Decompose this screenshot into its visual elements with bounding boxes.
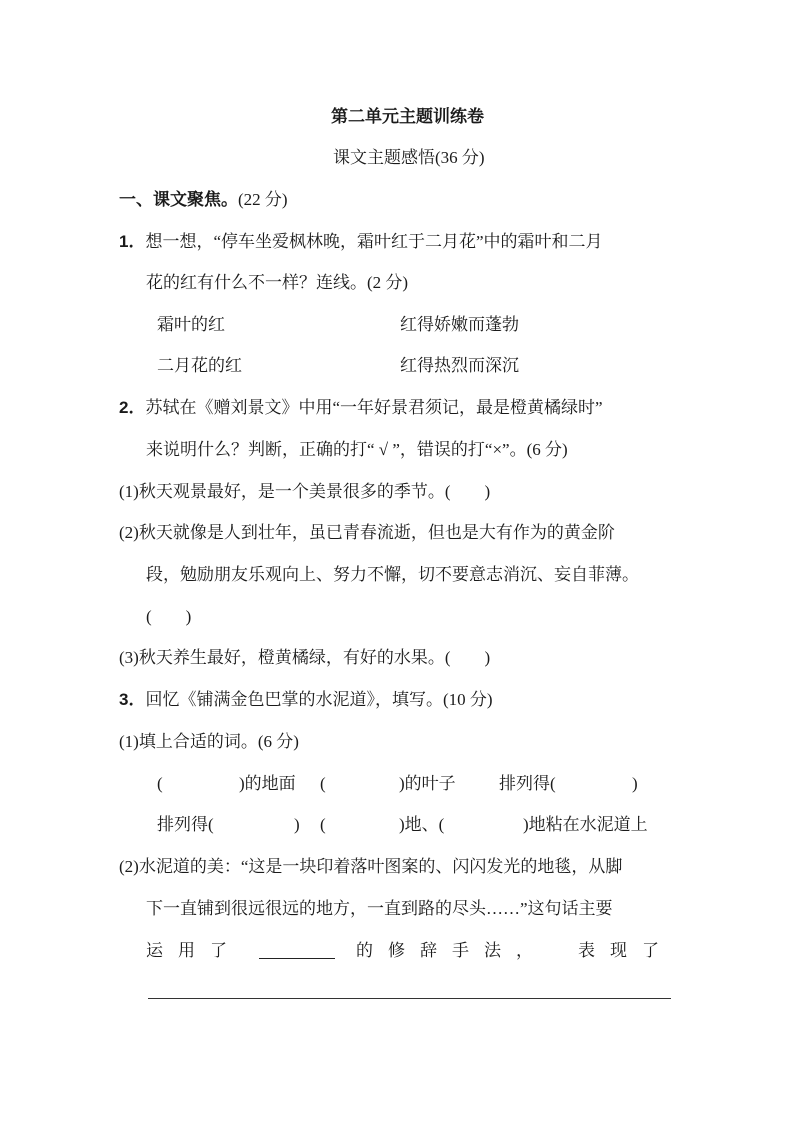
match-right-item-2[interactable]: 红得热烈而深沉: [400, 356, 519, 375]
line3-text-b: 的修辞手法，: [356, 941, 548, 960]
match-right-item-1[interactable]: 红得娇嫩而蓬勃: [400, 315, 519, 334]
blank-close: ): [632, 774, 638, 793]
blank-open-text[interactable]: 排列得(: [157, 815, 214, 834]
question-number: 2．: [119, 398, 146, 417]
blank-close-text: )地粘在水泥道上: [523, 815, 648, 834]
blank-open[interactable]: (: [157, 774, 163, 793]
sub-question-2-line-1: (2)水泥道的美：“这是一块印着落叶图案的、闪闪发光的地毯，从脚: [119, 857, 623, 876]
blank-close-text: )的地面: [239, 774, 296, 793]
question-text: 苏轼在《赠刘景文》中用“一年好景君须记，最是橙黄橘绿时”: [145, 398, 603, 417]
section-heading: [119, 190, 288, 210]
question-3-line-1: [119, 690, 493, 710]
question-number: 3．: [119, 690, 146, 709]
match-left-item-2[interactable]: 二月花的红: [157, 356, 242, 375]
judge-item-3[interactable]: (3)秋天养生最好，橙黄橘绿，有好的水果。( ): [119, 648, 491, 667]
question-number: 1．: [119, 232, 146, 251]
page-title: 第二单元主题训练卷: [331, 107, 484, 126]
blank-open[interactable]: (: [320, 774, 326, 793]
judge-item-2-answer[interactable]: ( ): [146, 607, 192, 626]
answer-blank-rhetoric[interactable]: [259, 944, 335, 959]
blank-close: ): [294, 815, 300, 834]
judge-item-2-cont: 段，勉励朋友乐观向上、努力不懈，切不要意志消沉、妄自菲薄。: [146, 565, 639, 584]
question-1-line-2: 花的红有什么不一样？连线。(2 分): [146, 273, 409, 292]
section-score: (22 分): [238, 190, 288, 209]
question-1-line-1: [119, 232, 603, 252]
blank-close-text[interactable]: )地、(: [399, 815, 445, 834]
answer-line-long[interactable]: [148, 998, 671, 999]
blank-open[interactable]: (: [320, 815, 326, 834]
line3-text-c: 表现了: [578, 941, 674, 960]
judge-item-2[interactable]: (2)秋天就像是人到壮年，虽已青春流逝，但也是大有作为的黄金阶: [119, 523, 615, 542]
question-2-line-2: 来说明什么？判断，正确的打“ √ ”，错误的打“×”。(6 分): [146, 440, 568, 459]
blank-open-text[interactable]: 排列得(: [499, 774, 556, 793]
sub-question-1: (1)填上合适的词。(6 分): [119, 732, 299, 751]
sub-question-2-line-2: 下一直铺到很远很远的地方，一直到路的尽头……”这句话主要: [146, 899, 613, 918]
judge-item-1[interactable]: (1)秋天观景最好，是一个美景很多的季节。( ): [119, 482, 491, 501]
question-2-line-1: [119, 398, 603, 418]
blank-close-text: )的叶子: [399, 774, 456, 793]
page-subtitle: 课文主题感悟(36 分): [333, 148, 485, 167]
section-heading-label: 一、课文聚焦。: [119, 190, 238, 209]
question-text: 想一想，“停车坐爱枫林晚，霜叶红于二月花”中的霜叶和二月: [145, 232, 603, 251]
line3-text-a: 运用了: [146, 941, 242, 960]
question-text: 回忆《铺满金色巴掌的水泥道》，填写。(10 分): [145, 690, 493, 709]
match-left-item-1[interactable]: 霜叶的红: [157, 315, 225, 334]
